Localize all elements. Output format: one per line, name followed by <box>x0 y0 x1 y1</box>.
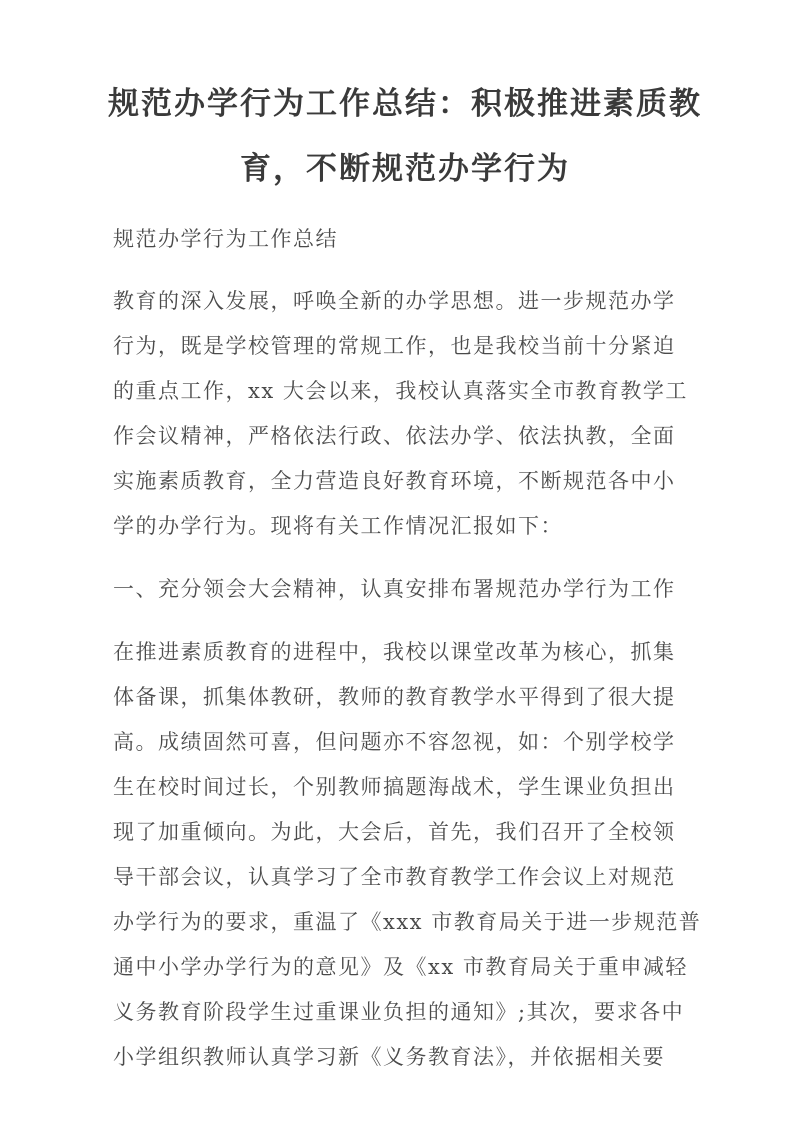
document-subtitle: 规范办学行为工作总结 <box>113 227 338 251</box>
paragraph-2-line: 小学组织教师认真学习新《义务教育法》，并依据相关要 <box>113 1045 665 1069</box>
document-title-line-1: 规范办学行为工作总结：积极推进素质教 <box>108 86 702 122</box>
paragraph-2-line: 高。成绩固然可喜，但问题亦不容忽视，如：个别学校学 <box>113 730 676 754</box>
paragraph-1-line: 学的办学行为。现将有关工作情况汇报如下： <box>113 514 563 538</box>
paragraph-2-line: 通中小学办学行为的意见》及《xx 市教育局关于重申减轻 <box>113 955 688 979</box>
paragraph-2-line: 体备课，抓集体教研，教师的教育教学水平得到了很大提 <box>113 685 676 709</box>
paragraph-2-line: 办学行为的要求，重温了《xxx 市教育局关于进一步规范普 <box>113 910 702 934</box>
paragraph-2-line: 导干部会议，认真学习了全市教育教学工作会议上对规范 <box>113 865 676 889</box>
paragraph-2-line: 在推进素质教育的进程中，我校以课堂改革为核心，抓集 <box>113 640 676 664</box>
section-heading: 一、充分领会大会精神，认真安排布署规范办学行为工作 <box>113 577 676 601</box>
paragraph-2-line: 义务教育阶段学生过重课业负担的通知》;其次，要求各中 <box>113 1000 685 1024</box>
paragraph-2-line: 生在校时间过长，个别教师搞题海战术，学生课业负担出 <box>113 775 676 799</box>
paragraph-1-line: 教育的深入发展，呼唤全新的办学思想。进一步规范办学 <box>113 289 676 313</box>
paragraph-1-line: 实施素质教育，全力营造良好教育环境，不断规范各中小 <box>113 469 676 493</box>
paragraph-1-line: 行为，既是学校管理的常规工作，也是我校当前十分紧迫 <box>113 334 676 358</box>
paragraph-2-line: 现了加重倾向。为此，大会后，首先，我们召开了全校领 <box>113 820 676 844</box>
paragraph-1-line: 作会议精神，严格依法行政、依法办学、依法执教，全面 <box>113 424 676 448</box>
paragraph-1-line: 的重点工作，xx 大会以来，我校认真落实全市教育教学工 <box>113 379 688 403</box>
document-title-line-2: 育，不断规范办学行为 <box>240 151 570 187</box>
